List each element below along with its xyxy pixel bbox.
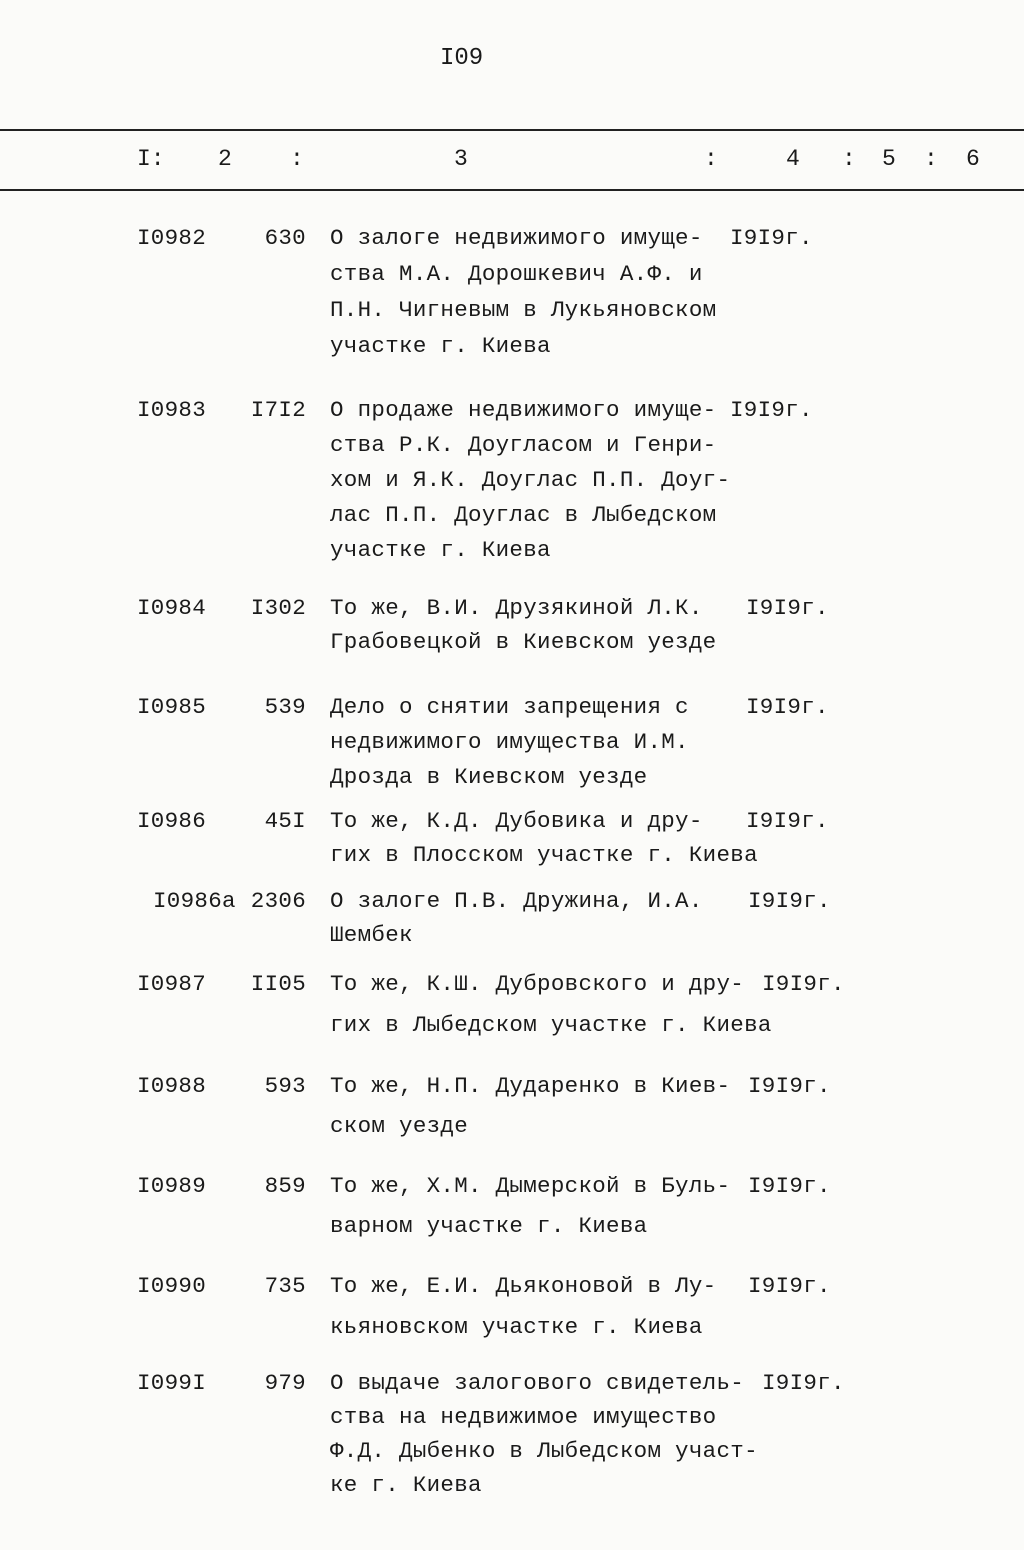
file-number: I099I [137,1370,207,1396]
sheet-count: 735 [264,1273,306,1299]
page-number: I09 [440,45,484,72]
description-line: О продаже недвижимого имуще- [330,397,717,423]
description-line: То же, Н.П. Дударенко в Киев- [330,1073,731,1099]
description-line: О залоге П.В. Дружина, И.А. [330,888,703,914]
sheet-count: 2306 [250,888,306,914]
file-description [330,591,716,659]
file-year: I9I9г. [746,694,829,720]
sheet-count: 539 [264,694,306,720]
file-year: I9I9г. [746,808,829,834]
file-number: I0985 [137,694,207,720]
file-description [330,1266,716,1348]
file-number: I0986 [137,808,207,834]
description-line: недвижимого имущества И.М. [330,729,689,755]
column-1-label: I: [137,146,165,172]
description-line: О залоге недвижимого имуще- [330,225,703,251]
file-description [330,393,730,568]
description-line: варном участке г. Киева [330,1213,648,1239]
file-description [330,964,772,1046]
description-line: ке г. Киева [330,1472,482,1498]
description-line: лас П.П. Доуглас в Лыбедском [330,502,717,528]
column-separator: : [290,146,304,172]
description-line: участке г. Киева [330,537,551,563]
file-number: I0988 [137,1073,207,1099]
file-number: I0983 [137,397,207,423]
file-year: I9I9г. [730,225,813,251]
description-line: ства Р.К. Доугласом и Генри- [330,432,717,458]
file-number: I0989 [137,1173,207,1199]
column-5-label: 5 [882,146,896,172]
file-description [330,1166,730,1246]
header-top-rule [0,129,1024,131]
description-line: То же, В.И. Друзякиной Л.К. [330,595,703,621]
description-line: гих в Плосском участке г. Киева [330,842,758,868]
file-number: I0987 [137,971,207,997]
sheet-count: I302 [250,595,306,621]
column-4-label: 4 [786,146,800,172]
file-year: I9I9г. [748,1273,831,1299]
file-number: I0990 [137,1273,207,1299]
file-number: I0984 [137,595,207,621]
description-line: То же, К.Ш. Дубровского и дру- [330,971,745,997]
file-year: I9I9г. [762,971,845,997]
column-separator: : [704,146,718,172]
sheet-count: 859 [264,1173,306,1199]
sheet-count: I7I2 [250,397,306,423]
column-6-label: 6 [966,146,980,172]
column-2-label: 2 [218,146,232,172]
file-year: I9I9г. [730,397,813,423]
description-line: О выдаче залогового свидетель- [330,1370,745,1396]
column-separator: : [924,146,938,172]
description-line: хом и Я.К. Доуглас П.П. Доуг- [330,467,731,493]
file-description [330,804,758,872]
file-year: I9I9г. [762,1370,845,1396]
description-line: То же, Х.М. Дымерской в Буль- [330,1173,731,1199]
column-separator: : [842,146,856,172]
file-description [330,1366,758,1502]
description-line: То же, Е.И. Дьяконовой в Лу- [330,1273,717,1299]
description-line: кьяновском участке г. Киева [330,1314,703,1340]
file-year: I9I9г. [748,1173,831,1199]
file-year: I9I9г. [746,595,829,621]
file-number: I0986а [153,888,236,914]
file-description [330,884,703,952]
description-line: ства на недвижимое имущество [330,1404,717,1430]
description-line: Дело о снятии запрещения с [330,694,689,720]
description-line: Дрозда в Киевском уезде [330,764,648,790]
file-number: I0982 [137,225,207,251]
description-line: Ф.Д. Дыбенко в Лыбедском участ- [330,1438,758,1464]
description-line: Шембек [330,922,413,948]
file-description [330,1066,730,1146]
file-year: I9I9г. [748,888,831,914]
description-line: То же, К.Д. Дубовика и дру- [330,808,703,834]
sheet-count: 593 [264,1073,306,1099]
description-line: участке г. Киева [330,333,551,359]
file-description [330,690,689,795]
sheet-count: 45I [264,808,306,834]
description-line: ском уезде [330,1113,469,1139]
description-line: Грабовецкой в Киевском уезде [330,629,717,655]
column-3-label: 3 [454,146,468,172]
sheet-count: 979 [264,1370,306,1396]
sheet-count: 630 [264,225,306,251]
header-bottom-rule [0,189,1024,191]
description-line: гих в Лыбедском участке г. Киева [330,1012,772,1038]
description-line: ства М.А. Дорошкевич А.Ф. и [330,261,703,287]
sheet-count: II05 [250,971,306,997]
file-description [330,220,716,364]
file-year: I9I9г. [748,1073,831,1099]
description-line: П.Н. Чигневым в Лукьяновском [330,297,717,323]
